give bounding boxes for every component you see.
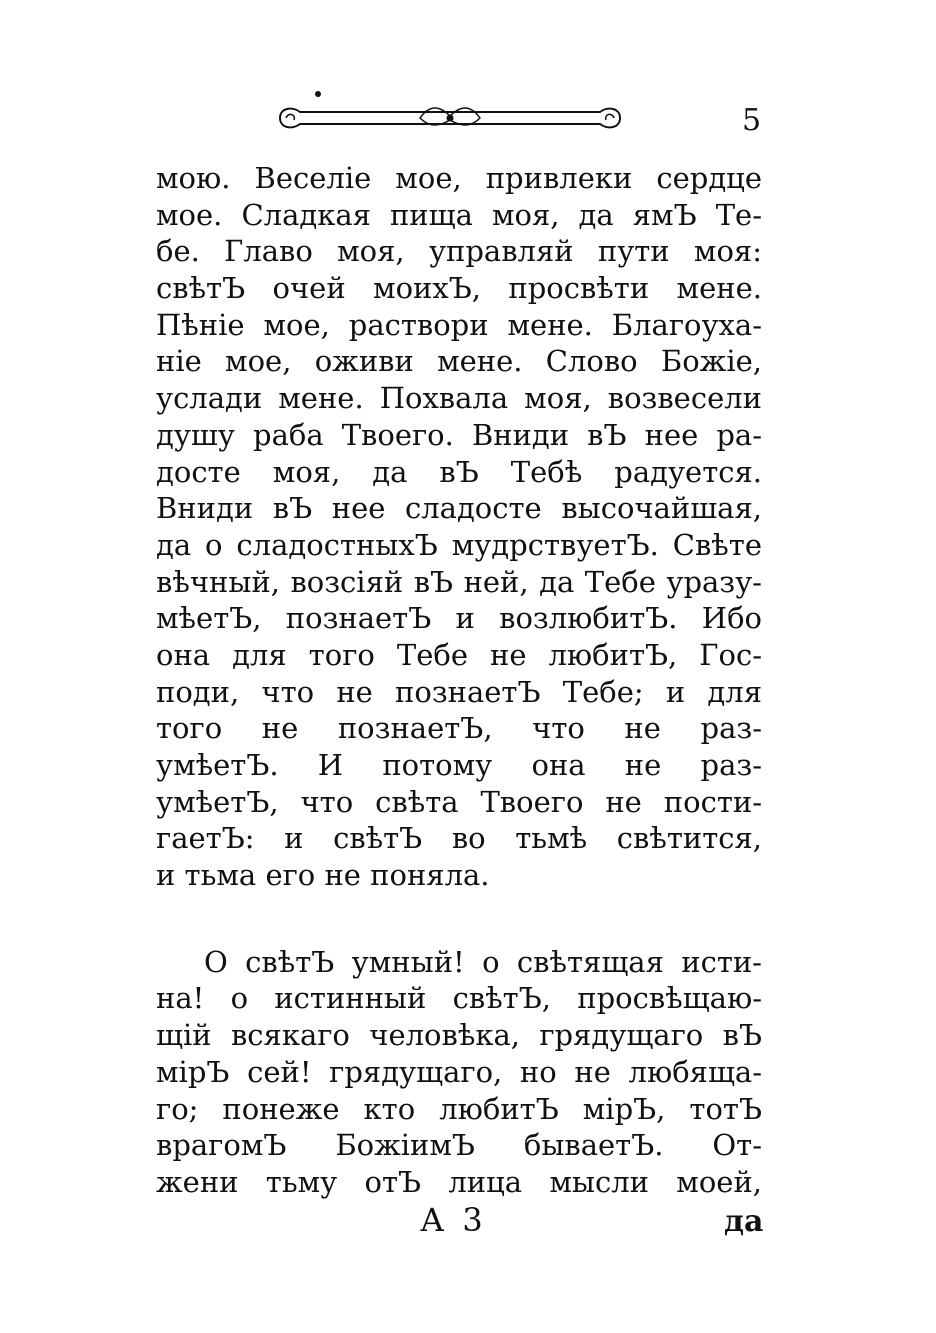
paragraph-2 bbox=[156, 944, 762, 1201]
text-line: гаетЪ: и свѣтЪ во тьмѣ свѣтится, bbox=[156, 821, 762, 856]
text-line: того не познаетЪ, что не раз- bbox=[156, 711, 762, 746]
text-line: да о сладостныхЪ мудрствуетЪ. Свѣте bbox=[156, 527, 762, 562]
text-line: умѣетЪ, что свѣта Твоего не пости- bbox=[156, 784, 762, 819]
text-line: жени тьму отЪ лица мысли моей, bbox=[156, 1164, 762, 1199]
text-line: и тьма его не поняла. bbox=[156, 858, 490, 893]
text-line: умѣетЪ. И потому она не раз- bbox=[156, 748, 762, 782]
text-line: она для того Тебе не любитЪ, Гос- bbox=[156, 637, 762, 672]
text-line: бе. Главо моя, управляй пути моя: bbox=[156, 234, 762, 269]
text-line: душу раба Твоего. Вниди вЪ нее ра- bbox=[156, 417, 762, 452]
text-line: Пѣніе мое, раствори мене. Благоуха- bbox=[156, 307, 762, 342]
text-line: поди, что не познаетЪ Тебе; и для bbox=[156, 674, 762, 709]
text-line: мѣетЪ, познаетЪ и возлюбитЪ. Ибо bbox=[156, 601, 762, 636]
paragraph-1 bbox=[156, 160, 762, 894]
text-line: досте моя, да вЪ Тебѣ радуется. bbox=[156, 454, 762, 489]
main-text bbox=[156, 160, 762, 1201]
page-number: 5 bbox=[742, 103, 762, 138]
text-line: О свѣтЪ умный! о свѣтящая исти- bbox=[204, 944, 762, 979]
text-line: щій всякаго человѣка, грядущаго вЪ bbox=[156, 1018, 762, 1053]
text-line: врагомЪ БожіимЪ бываетЪ. От- bbox=[156, 1128, 762, 1163]
headpiece-ornament bbox=[270, 88, 630, 136]
text-line: мое. Сладкая пища моя, да ямЪ Те- bbox=[156, 197, 762, 232]
text-line: свѣтЪ очей моихЪ, просвѣти мене. bbox=[156, 271, 762, 306]
text-line: ніе мое, оживи мене. Слово Божіе, bbox=[156, 344, 762, 379]
text-line: вѣчный, возсіяй вЪ ней, да Тебе уразу- bbox=[156, 564, 762, 599]
catchword: да bbox=[724, 1204, 764, 1239]
text-line: на! о истинный свѣтЪ, просвѣщаю- bbox=[156, 981, 762, 1016]
text-line: мірЪ сей! грядущаго, но не любяща- bbox=[156, 1054, 762, 1089]
text-line: услади мене. Похвала моя, возвесели bbox=[156, 381, 762, 416]
text-line: мою. Веселіе мое, привлеки сердце bbox=[156, 161, 762, 195]
paragraph-gap bbox=[156, 894, 762, 944]
text-line: го; понеже кто любитЪ мірЪ, тотЪ bbox=[156, 1091, 762, 1126]
text-line: Вниди вЪ нее сладосте высочайшая, bbox=[156, 491, 762, 526]
signature-mark: А 3 bbox=[420, 1201, 487, 1239]
